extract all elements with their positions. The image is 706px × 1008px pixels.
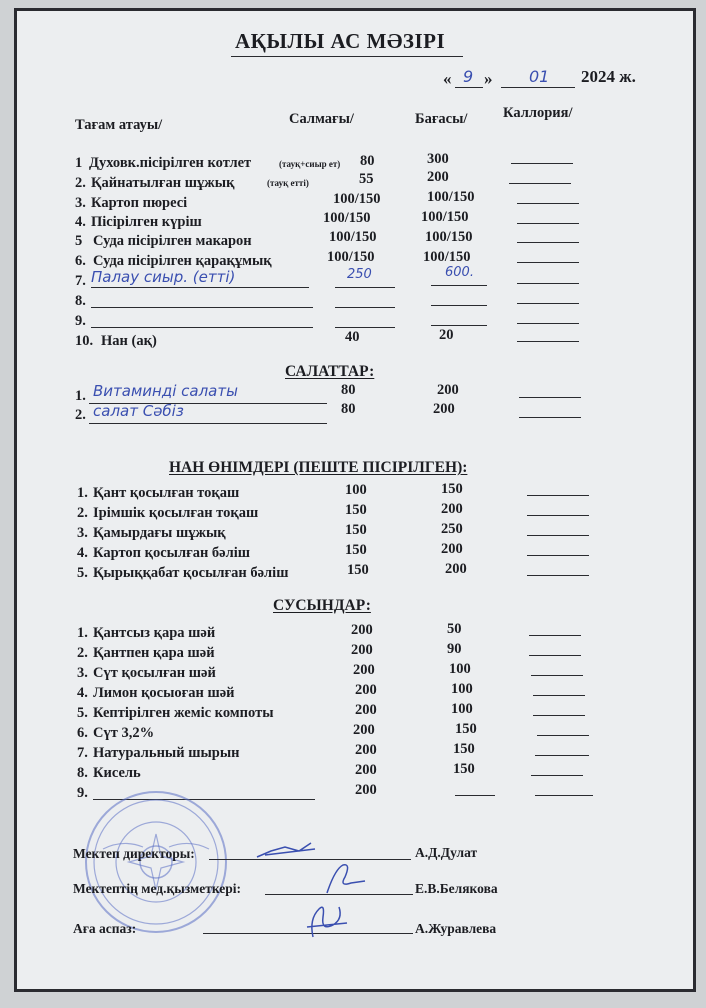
date-day: 9 <box>463 67 474 86</box>
medic-signature-image <box>321 859 371 899</box>
column-name: Тағам атауы/ <box>75 117 163 133</box>
date-month: 01 <box>529 67 550 86</box>
menu-sheet: АҚЫЛЫ АС МӘЗІРІ « 9 » 01 2024 ж. Тағам атауы/ Салмағы/ Бағасы/ Каллория/ 1 Духовк.пісірілген котлет (тауқ+сиыр ет) 80 300 2. Қайнатылған шұжық (тауқ етті) 55 200 3. Картоп пюресі 100/150 100/150 4. Пісірілген күріш 100/150 100/150 5 Суда пісірілген макарон 100/150 100/150 6. Суда пісірілген қарақұмық 100/150 100/150 7. Палау сиыр. (етті) 250 600. 8. 9. 10. Нан (ақ) 40 20 САЛАТТАР: 1. Витаминді салаты 80 200 2. салат Сәбіз 80 200 НАН ӨНІМДЕРІ (ПЕШТЕ ПІСІРІЛГЕН): 1. Қант қосылған тоқаш 100 150 2. Ірімшік қосылған тоқаш 150 200 3. Қамырдағы шұжық 150 250 4. Картоп қосылған бәліш 150 200 5. Қырыққабат қосылған бәліш 150 200 СУСЫНДАР: 1. Қантсыз қара шәй 200 50 2. Қантпен қара шәй 200 90 3. Сүт қосылған шәй 200 100 4. Лимон қосыоған шәй 200 100 5. Кептірілген жеміс компоты 200 100 6. Сүт 3,2% 200 150 7. Натуральный шырын 200 150 8. Кисель 200 150 9. 200 Мектеп директоры: А.Д.Дулат Мектептің мед.қызметкері: Е.В.Белякова Аға аспаз: А.Журавлева <box>14 8 696 992</box>
column-weight: Салмағы/ <box>289 111 354 127</box>
title-underline <box>231 56 463 57</box>
chef-signature-image <box>299 897 355 943</box>
page-title: АҚЫЛЫ АС МӘЗІРІ <box>235 29 446 53</box>
drinks-heading: СУСЫНДАР: <box>273 597 371 614</box>
school-stamp-image <box>83 789 229 935</box>
bakery-heading: НАН ӨНІМДЕРІ (ПЕШТЕ ПІСІРІЛГЕН): <box>169 459 468 476</box>
salads-heading: САЛАТТАР: <box>285 363 375 380</box>
director-signature-image <box>255 839 319 861</box>
column-calorie: Каллория/ <box>503 105 573 121</box>
date-year: 2024 ж. <box>581 67 636 86</box>
column-price: Бағасы/ <box>415 111 468 127</box>
